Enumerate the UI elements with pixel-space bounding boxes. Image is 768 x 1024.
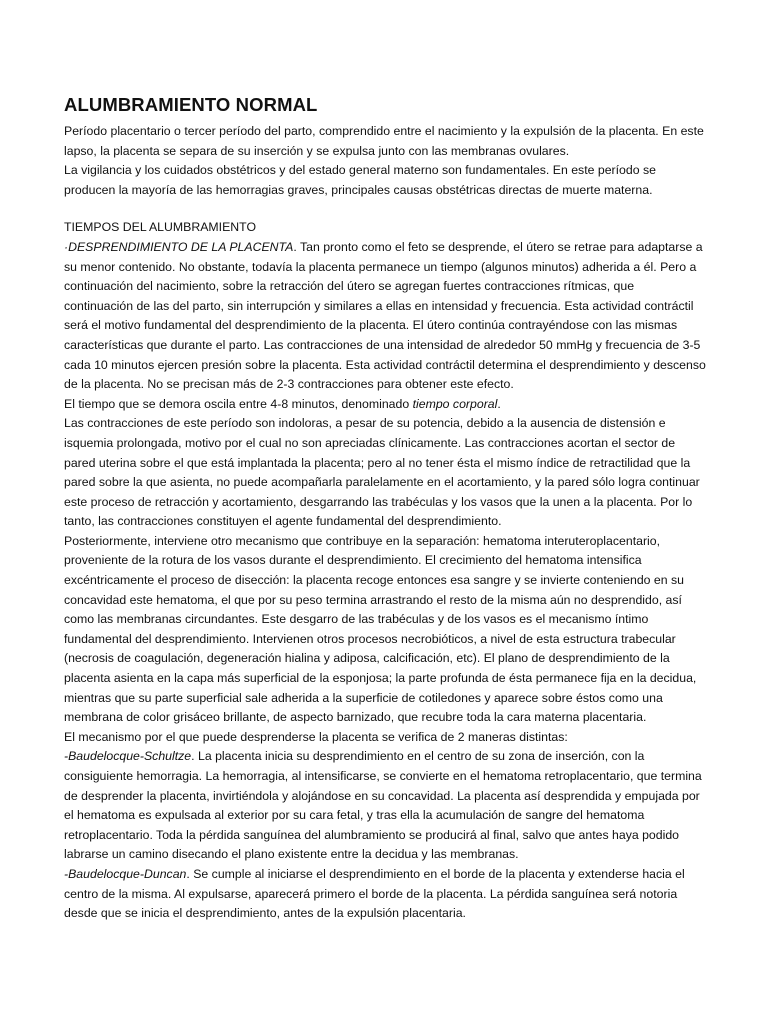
intro-paragraph-2: La vigilancia y los cuidados obstétricos y del estado general materno son fundamentales. En este período se producen la mayoría de las hemorragias graves, principales causas obstétricas directas de muerte materna. [64, 163, 656, 197]
section-heading: TIEMPOS DEL ALUMBRAMIENTO [64, 220, 257, 235]
paragraph-duncan [64, 865, 706, 924]
duncan-term: -Baudelocque-Duncan [64, 866, 187, 881]
schultze-body: . La placenta inicia su desprendimiento en el centro de su zona de inserción, con la consiguiente hemorragia. La hemorragia, al intensificarse, se convierte en el hematoma retroplacentario, que termina de desprender la placenta, invirtiéndola y alojándose en su concavidad. La placenta así desprendida y empujada por el hematoma es expulsada al exterior por su cara fetal, y tras ella la acumulación de sangre del hematoma retroplacentario. Toda la pérdida sanguínea del alumbramiento se producirá al final, salvo que antes haya podido labrarse un camino disecando el plano existente entre la decidua y las membranas. [64, 749, 702, 862]
document-title: ALUMBRAMIENTO NORMAL [64, 94, 318, 115]
term-tiempo-corporal: tiempo corporal [412, 396, 498, 411]
paragraph-hematoma: Posteriormente, interviene otro mecanismo que contribuye en la separación: hematoma interuteroplacentario, proveniente de la rotura de los vasos durante el desprendimiento. El crecimiento del hematoma intensifica excéntricamente el proceso de disección: la placenta recoge entonces esa sangre y se invierte conteniendo en su concavidad este hematoma, el que por su peso termina arrastrando el resto de la misma aún no desprendido, así como las membranas circundantes. Este desgarro de las trabéculas y de los vasos es el mecanismo íntimo fundamental del desprendimiento. Intervienen otros procesos necrobióticos, a nivel de esta estructura trabecular (necrosis de coagulación, degeneración hialina y adiposa, calcificación, etc). El plano de desprendimiento de la placenta asienta en la capa más superficial de la esponjosa; la parte profunda de ésta permanece fija en la decidua, mientras que su parte superficial sale adherida a la superficie de cotiledones y aparece sobre éstos como una membrana de color grisáceo brillante, de aspecto barnizado, que recubre toda la cara materna placentaria. [64, 533, 697, 725]
paragraph-tiempo-corporal [64, 395, 706, 415]
paragraph-contracciones: Las contracciones de este período son indoloras, a pesar de su potencia, debido a la ausencia de distensión e isquemia prolongada, motivo por el cual no son apreciadas clínicamente. Las contracciones acortan el sector de pared uterina sobre el que está implantada la placenta; pero al no tener ésta el mismo índice de retractilidad que la pared sobre la que asienta, no puede acompañarla paralelamente en el acortamiento, y la pared sólo logra continuar este proceso de retracción y acortamiento, desgarrando las trabéculas y los vasos que la unen a la placenta. Por lo tanto, las contracciones constituyen el agente fundamental del desprendimiento. [64, 416, 700, 529]
paragraph-tiempo-body: El tiempo que se demora oscila entre 4-8 minutos, denominado [64, 396, 413, 411]
paragraph-desprendimiento [64, 238, 706, 395]
document-page [64, 92, 706, 924]
paragraph-mecanismo: El mecanismo por el que puede desprenderse la placenta se verifica de 2 maneras distintas: [64, 729, 568, 744]
duncan-body: . Se cumple al iniciarse el desprendimiento en el borde de la placenta y extenderse hacia el centro de la misma. Al expulsarse, aparecerá primero el borde de la placenta. La pérdida sanguínea será notoria desde que se inicia el desprendimiento, antes de la expulsión placentaria. [64, 866, 685, 921]
intro-paragraph-1: Período placentario o tercer período del parto, comprendido entre el nacimiento y la expulsión de la placenta. En este lapso, la placenta se separa de su inserción y se expulsa junto con las membranas ovulares. [64, 124, 704, 158]
paragraph-schultze [64, 747, 706, 865]
schultze-term: -Baudelocque-Schultze [64, 749, 192, 764]
paragraph-tiempo-end: . [497, 396, 501, 411]
paragraph-desprendimiento-body: . Tan pronto como el feto se desprende, el útero se retrae para adaptarse a su menor contenido. No obstante, todavía la placenta permanece un tiempo (algunos minutos) adherida a él. Pero a continuación del nacimiento, sobre la retracción del útero se agregan fuertes contracciones rítmicas, que continuación de las del parto, sin interrupción y similares a ellas en intensidad y frecuencia. Esta actividad contráctil será el motivo fundamental del desprendimiento de la placenta. El útero continúa contrayéndose con las mismas características que durante el parto. Las contracciones de una intensidad de alrededor 50 mmHg y frecuencia de 3-5 cada 10 minutos ejercen presión sobre la placenta. Esta actividad contráctil determina el desprendimiento y descenso de la placenta. No se precisan más de 2-3 contracciones para obtener este efecto. [64, 239, 706, 392]
paragraph-desprendimiento-lead: ·DESPRENDIMIENTO DE LA PLACENTA [64, 239, 294, 254]
